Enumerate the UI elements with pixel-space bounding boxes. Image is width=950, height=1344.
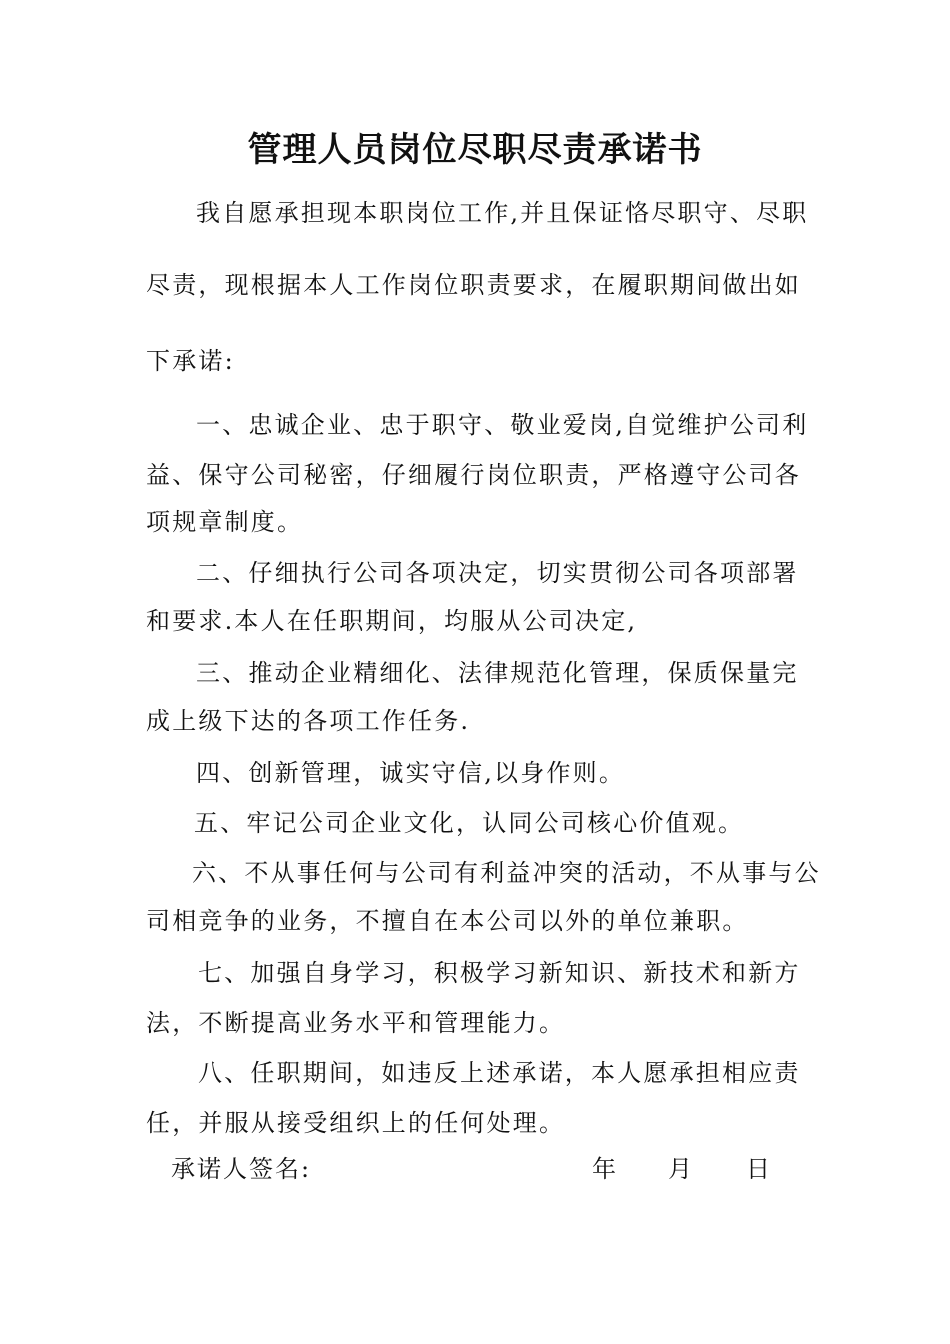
date-day: 日 bbox=[746, 1155, 770, 1183]
item-8-line-2: 任，并服从接受组织上的任何处理。 bbox=[146, 1109, 566, 1137]
item-8-line-1: 八、任职期间，如违反上述承诺，本人愿承担相应责 bbox=[198, 1059, 801, 1087]
intro-line-3: 下承诺: bbox=[146, 347, 235, 375]
item-6-line-2: 司相竞争的业务，不擅自在本公司以外的单位兼职。 bbox=[146, 907, 749, 935]
intro-line-2: 尽责，现根据本人工作岗位职责要求，在履职期间做出如 bbox=[146, 271, 801, 299]
signature-row bbox=[0, 1152, 950, 1188]
item-2-line-1: 二、仔细执行公司各项决定，切实贯彻公司各项部署 bbox=[196, 559, 799, 587]
item-7-line-1: 七、加强自身学习，积极学习新知识、新技术和新方 bbox=[198, 959, 801, 987]
item-5-line-1: 五、牢记公司企业文化，认同公司核心价值观。 bbox=[194, 809, 745, 837]
item-7-line-2: 法，不断提高业务水平和管理能力。 bbox=[146, 1009, 566, 1037]
item-4-line-1: 四、创新管理，诚实守信,以身作则。 bbox=[196, 759, 626, 787]
item-1-line-2: 益、保守公司秘密，仔细履行岗位职责，严格遵守公司各 bbox=[146, 461, 801, 489]
item-3-line-2: 成上级下达的各项工作任务. bbox=[146, 707, 471, 735]
item-3-line-1: 三、推动企业精细化、法律规范化管理，保质保量完 bbox=[196, 659, 799, 687]
item-2-line-2: 和要求.本人在任职期间，均服从公司决定, bbox=[146, 607, 638, 635]
date-month: 月 bbox=[668, 1155, 692, 1183]
intro-line-1: 我自愿承担现本职岗位工作,并且保证恪尽职守、尽职 bbox=[196, 199, 809, 227]
date-year: 年 bbox=[592, 1155, 616, 1183]
item-6-line-1: 六、不从事任何与公司有利益冲突的活动，不从事与公 bbox=[192, 859, 821, 887]
item-1-line-1: 一、忠诚企业、忠于职守、敬业爱岗,自觉维护公司利 bbox=[196, 411, 809, 439]
item-1-line-3: 项规章制度。 bbox=[146, 508, 304, 536]
signature-label: 承诺人签名: bbox=[171, 1155, 312, 1183]
document-title: 管理人员岗位尽职尽责承诺书 bbox=[247, 130, 703, 170]
